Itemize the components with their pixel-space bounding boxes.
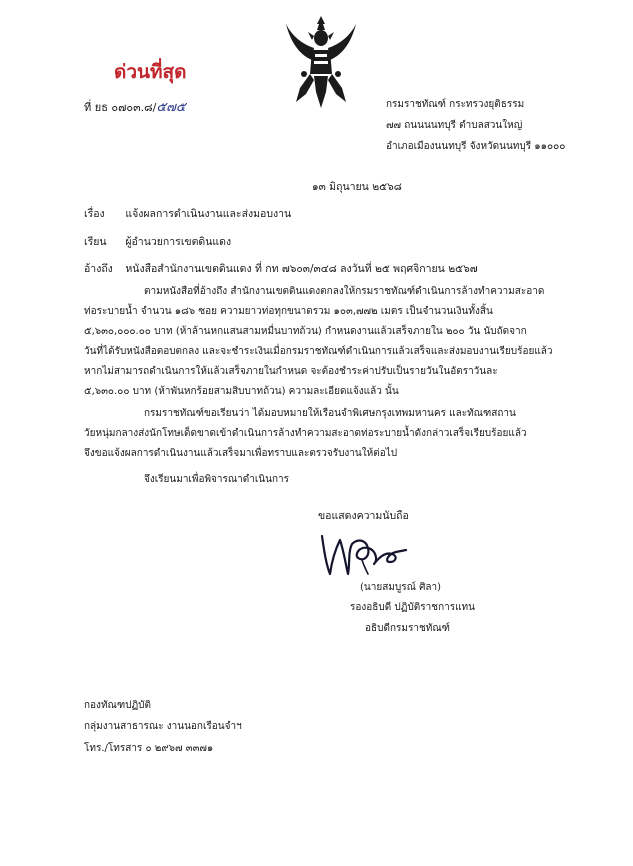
paragraph-1 — [84, 282, 563, 402]
document-number — [84, 96, 186, 117]
paragraph-2-line: จึงขอแจ้งผลการดำเนินงานแล้วเสร็จมาเพื่อทราบและตรวจรับงานให้ต่อไป — [84, 448, 398, 459]
signer-title-1: รองอธิบดี ปฏิบัติราชการแทน — [350, 602, 475, 613]
closing-phrase: ขอแสดงความนับถือ — [318, 510, 409, 522]
paragraph-1-line: วันที่ได้รับหนังสือตอบตกลง และจะชำระเงินเมื่อกรมราชทัณฑ์ดำเนินการแล้วเสร็จและส่งมอบงานเรียบร้อยแล้ว — [84, 346, 553, 357]
footer-line-1: กองทัณฑปฏิบัติ — [84, 700, 152, 711]
garuda-emblem-icon — [284, 14, 358, 110]
paragraph-2 — [84, 404, 563, 464]
paragraph-1-line: ท่อระบายน้ำ จำนวน ๑๘๖ ซอย ความยาวท่อทุกขนาดรวม ๑๐๓,๗๗๒ เมตร เป็นจำนวนเงินทั้งสิ้น — [84, 306, 493, 317]
signer-title-2: อธิบดีกรมราชทัณฑ์ — [365, 623, 450, 634]
paragraph-3: จึงเรียนมาเพื่อพิจารณาดำเนินการ — [144, 474, 290, 485]
agency-line-3: อำเภอเมืองนนทบุรี จังหวัดนนทบุรี ๑๑๐๐๐ — [386, 141, 566, 152]
subject-row — [84, 205, 291, 222]
paragraph-1-line: ๕,๖๓๐,๐๐๐.๐๐ บาท (ห้าล้านหกแสนสามหมื่นบาทถ้วน) กำหนดงานแล้วเสร็จภายใน ๒๐๐ วัน นับถัดจาก — [84, 326, 527, 337]
reference-label: อ้างถึง — [84, 263, 113, 275]
subject-text: แจ้งผลการดำเนินงานและส่งมอบงาน — [125, 208, 292, 220]
signature-image — [318, 530, 408, 580]
document-number-handwritten: ๕๗๕ — [156, 100, 186, 115]
reference-row — [84, 260, 478, 277]
reference-text: หนังสือสำนักงานเขตดินแดง ที่ กท ๗๖๐๓/๓๔๘ ลงวันที่ ๒๕ พฤศจิกายน ๒๕๖๗ — [125, 263, 478, 275]
recipient-row — [84, 233, 231, 250]
urgency-stamp: ด่วนที่สุด — [114, 61, 187, 83]
agency-line-2: ๗๗ ถนนนนทบุรี ตำบลสวนใหญ่ — [386, 120, 523, 131]
paragraph-1-line: ๕,๖๓๐.๐๐ บาท (ห้าพันหกร้อยสามสิบบาทถ้วน) ความละเอียดแจ้งแล้ว นั้น — [84, 386, 399, 397]
paragraph-2-line: กรมราชทัณฑ์ขอเรียนว่า ได้มอบหมายให้เรือนจำพิเศษกรุงเทพมหานคร และทัณฑสถาน — [144, 408, 516, 419]
footer-line-3: โทร./โทรสาร ๐ ๒๙๖๗ ๓๓๗๑ — [84, 743, 214, 754]
paragraph-2-line: วัยหนุ่มกลางส่งนักโทษเด็ดขาดเข้าดำเนินการล้างทำความสะอาดท่อระบายน้ำดังกล่าวเสร็จเรียบร้อยแล้ว — [84, 428, 527, 439]
letter-date: ๑๓ มิถุนายน ๒๕๖๘ — [312, 181, 402, 193]
recipient-label: เรียน — [84, 236, 107, 248]
paragraph-1-line: หากไม่สามารถดำเนินการให้แล้วเสร็จภายในกำหนด จะต้องชำระค่าปรับเป็นรายวันในอัตราวันละ — [84, 366, 498, 377]
document-number-label: ที่ ยธ ๐๗๐๓.๘/ — [84, 101, 157, 114]
signer-name: (นายสมบูรณ์ ศิลา) — [360, 582, 442, 593]
subject-label: เรื่อง — [84, 208, 105, 220]
paragraph-1-line: ตามหนังสือที่อ้างถึง สำนักงานเขตดินแดงตกลงให้กรมราชทัณฑ์ดำเนินการล้างทำความสะอาด — [144, 286, 545, 297]
agency-line-1: กรมราชทัณฑ์ กระทรวงยุติธรรม — [386, 99, 525, 110]
recipient-text: ผู้อำนวยการเขตดินแดง — [125, 236, 232, 248]
footer-line-2: กลุ่มงานสาธารณะ งานนอกเรือนจำฯ — [84, 721, 242, 732]
